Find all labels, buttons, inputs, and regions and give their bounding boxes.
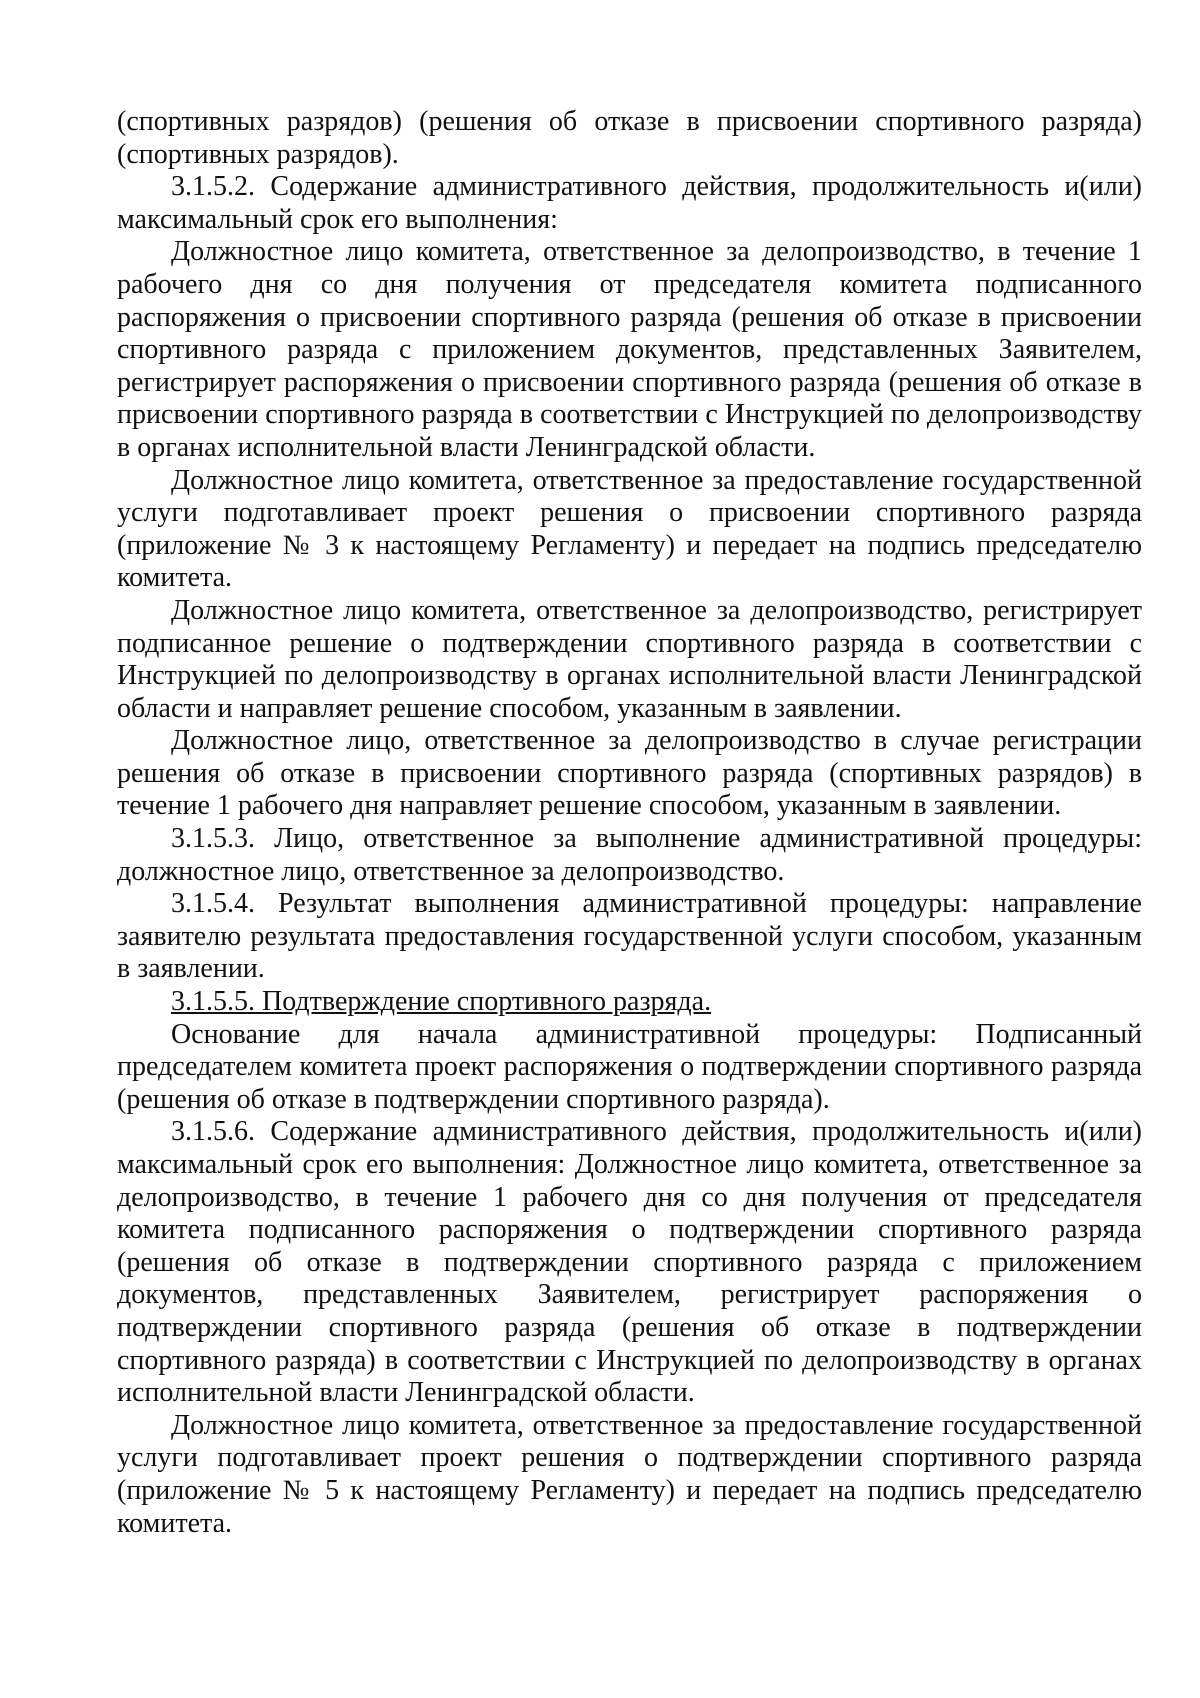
paragraph-refusal-registration: Должностное лицо, ответственное за делопроизводство в случае регистрации решения об отказе в присвоении спортивного разряда (спортивных разрядов) в течение 1 рабочего дня направляет решение способом, указанным в заявлении. — [117, 725, 1142, 822]
paragraph-3-1-5-3: 3.1.5.3. Лицо, ответственное за выполнение административной процедуры: должностное лицо, ответственное за делопроизводство. — [117, 823, 1142, 887]
paragraph-registration-confirmation: Должностное лицо комитета, ответственное за делопроизводство, регистрирует подписанное решение о подтверждении спортивного разряда в соответствии с Инструкцией по делопроизводству в органах исполнительной власти Ленинградской области и направляет решение способом, указанным в заявлении. — [117, 594, 1142, 724]
paragraph-draft-assignment: Должностное лицо комитета, ответственное за предоставление государственной услуги подготавливает проект решения о присвоении спортивного разряда (приложение № 3 к настоящему Регламенту) и передает на подпись председателю комитета. — [117, 464, 1142, 594]
paragraph-continuation: (спортивных разрядов) (решения об отказе в присвоении спортивного разряда) (спортивных разрядов). — [117, 106, 1142, 170]
paragraph-3-1-5-6: 3.1.5.6. Содержание административного действия, продолжительность и(или) максимальный срок его выполнения: Должностное лицо комитета, ответственное за делопроизводство, в течение 1 рабочего дня со дня получения от председателя комитета подписанного распоряжения о подтверждении спортивного разряда (решения об отказе в подтверждении спортивного разряда с приложением документов, представленных Заявителем, регистрирует распоряжения о подтверждении спортивного разряда (решения об отказе в подтверждении спортивного разряда) в соответствии с Инструкцией по делопроизводству в органах исполнительной власти Ленинградской области. — [117, 1116, 1142, 1409]
paragraph-registration-assignment: Должностное лицо комитета, ответственное за делопроизводство, в течение 1 рабочего дня со дня получения от председателя комитета подписанного распоряжения о присвоении спортивного разряда (решения об отказе в присвоении спортивного разряда с приложением документов, представленных Заявителем, регистрирует распоряжения о присвоении спортивного разряда (решения об отказе в присвоении спортивного разряда в соответствии с Инструкцией по делопроизводству в органах исполнительной власти Ленинградской области. — [117, 236, 1142, 463]
document-body — [117, 106, 1142, 1540]
section-heading-3-1-5-5 — [117, 986, 1142, 1019]
paragraph-3-1-5-4: 3.1.5.4. Результат выполнения административной процедуры: направление заявителю результата предоставления государственной услуги способом, указанным в заявлении. — [117, 888, 1142, 985]
paragraph-basis: Основание для начала административной процедуры: Подписанный председателем комитета проект распоряжения о подтверждении спортивного разряда (решения об отказе в подтверждении спортивного разряда). — [117, 1018, 1142, 1115]
paragraph-3-1-5-2: 3.1.5.2. Содержание административного действия, продолжительность и(или) максимальный срок его выполнения: — [117, 171, 1142, 235]
section-heading-text: 3.1.5.5. Подтверждение спортивного разряда. — [171, 986, 712, 1018]
paragraph-draft-confirmation: Должностное лицо комитета, ответственное за предоставление государственной услуги подготавливает проект решения о подтверждении спортивного разряда (приложение № 5 к настоящему Регламенту) и передает на подпись председателю комитета. — [117, 1409, 1142, 1539]
